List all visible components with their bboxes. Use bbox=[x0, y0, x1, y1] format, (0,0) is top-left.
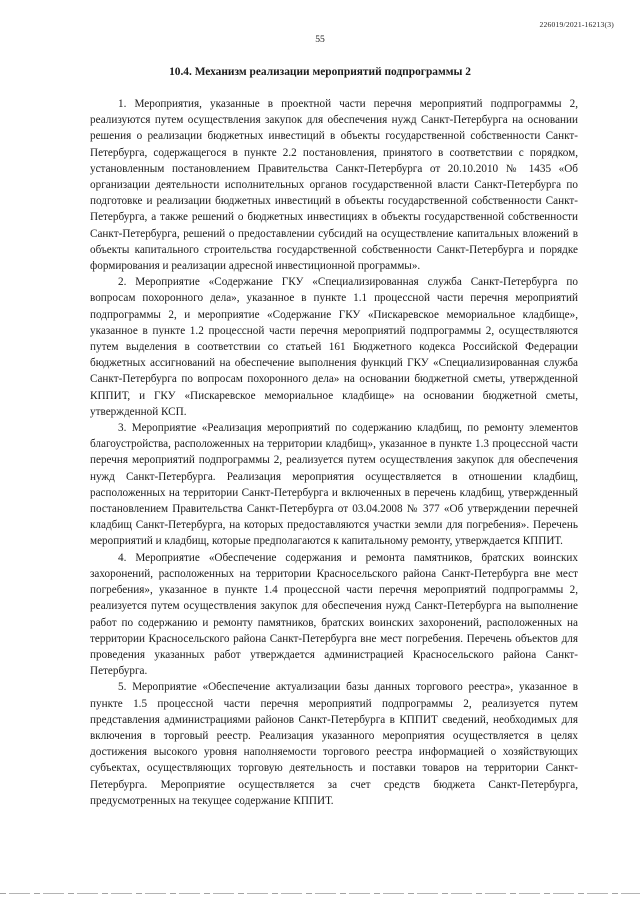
section-title: 10.4. Механизм реализации мероприятий подпрограммы 2 bbox=[169, 66, 471, 78]
paragraph-2: 2. Мероприятие «Содержание ГКУ «Специализированная служба Санкт-Петербурга по вопросам похоронного дела», указанное в пункте 1.1 процессной части перечня мероприятий подпрограммы 2, и мероприятие «Содержание ГКУ «Пискаревское мемориальное кладбище», указанное в пункте 1.2 процессной части перечня мероприятий подпрограммы 2, осуществляются путем выделения в соответствии со статьей 161 Бюджетного кодекса Российской Федерации бюджетных ассигнований на обеспечение выполнения функций ГКУ «Специализированная служба Санкт-Петербурга по вопросам похоронного дела» на основании бюджетной сметы, утвержденной КППИТ, и ГКУ «Пискаревское мемориальное кладбище» на основании бюджетной сметы, утвержденной КСП. bbox=[90, 276, 578, 418]
page-number: 55 bbox=[315, 34, 325, 45]
registration-number: 226019/2021-16213(3) bbox=[539, 20, 614, 29]
document-body bbox=[90, 96, 578, 809]
scan-bottom-edge bbox=[0, 893, 640, 894]
paragraph-1: 1. Мероприятия, указанные в проектной части перечня мероприятий подпрограммы 2, реализуются путем осуществления закупок для обеспечения нужд Санкт-Петербурга на основании решения о реализации бюджетных инвестиций в объекты государственной собственности Санкт-Петербурга, содержащегося в пункте 2.2 постановления, принятого в соответствии с порядком, установленным постановлением Правительства Санкт-Петербурга от 20.10.2010 № 1435 «Об организации деятельности исполнительных органов государственной власти Санкт-Петербурга по подготовке и реализации бюджетных инвестиций в объекты государственной собственности Санкт-Петербурга, а также решений о бюджетных инвестициях в объекты государственной собственности Санкт-Петербурга, решений о предоставлении субсидий на осуществление капитальных вложений в объекты капитального строительства государственной собственности Санкт-Петербурга и порядке формирования и реализации адресной инвестиционной программы». bbox=[90, 98, 578, 273]
paragraph-4: 4. Мероприятие «Обеспечение содержания и ремонта памятников, братских воинских захоронений, расположенных на территории Красносельского района Санкт-Петербурга вне мест погребения», указанное в пункте 1.4 процессной части перечня мероприятий подпрограммы 2, реализуется путем осуществления закупок для обеспечения нужд Санкт-Петербурга на выполнение работ по содержанию и ремонту памятников, братских воинских захоронений, расположенных на территории Красносельского района Санкт-Петербурга вне мест погребения. Перечень объектов для проведения указанных работ утверждается администрацией Красносельского района Санкт-Петербурга. bbox=[90, 551, 578, 678]
paragraph-5: 5. Мероприятие «Обеспечение актуализации базы данных торгового реестра», указанное в пункте 1.5 процессной части перечня мероприятий подпрограммы 2, реализуется путем представления администрациями районов Санкт-Петербурга в КППИТ сведений, необходимых для включения в торговый реестр. Реализация указанного мероприятия осуществляется в целях достижения высокого уровня наполняемости торгового реестра информацией о хозяйствующих субъектах, осуществляющих торговую деятельность и поставки товаров на территории Санкт-Петербурга. Мероприятие осуществляется за счет средств бюджета Санкт-Петербурга, предусмотренных на текущее содержание КППИТ. bbox=[90, 681, 578, 807]
paragraph-3: 3. Мероприятие «Реализация мероприятий по содержанию кладбищ, по ремонту элементов благоустройства, расположенных на территории кладбищ», указанное в пункте 1.3 процессной части перечня мероприятий подпрограммы 2, реализуется путем осуществления закупок для обеспечения нужд Санкт-Петербурга. Реализация мероприятия осуществляется в отношении кладбищ, расположенных на территории Санкт-Петербурга и включенных в перечень кладбищ, утвержденный постановлением Правительства Санкт-Петербурга от 03.04.2008 № 377 «Об утверждении перечней кладбищ Санкт-Петербурга, на которых предоставляются участки земли для погребения». Перечень мероприятий и кладбищ, которые предполагаются к капитальному ремонту, утверждается КППИТ. bbox=[90, 422, 578, 548]
